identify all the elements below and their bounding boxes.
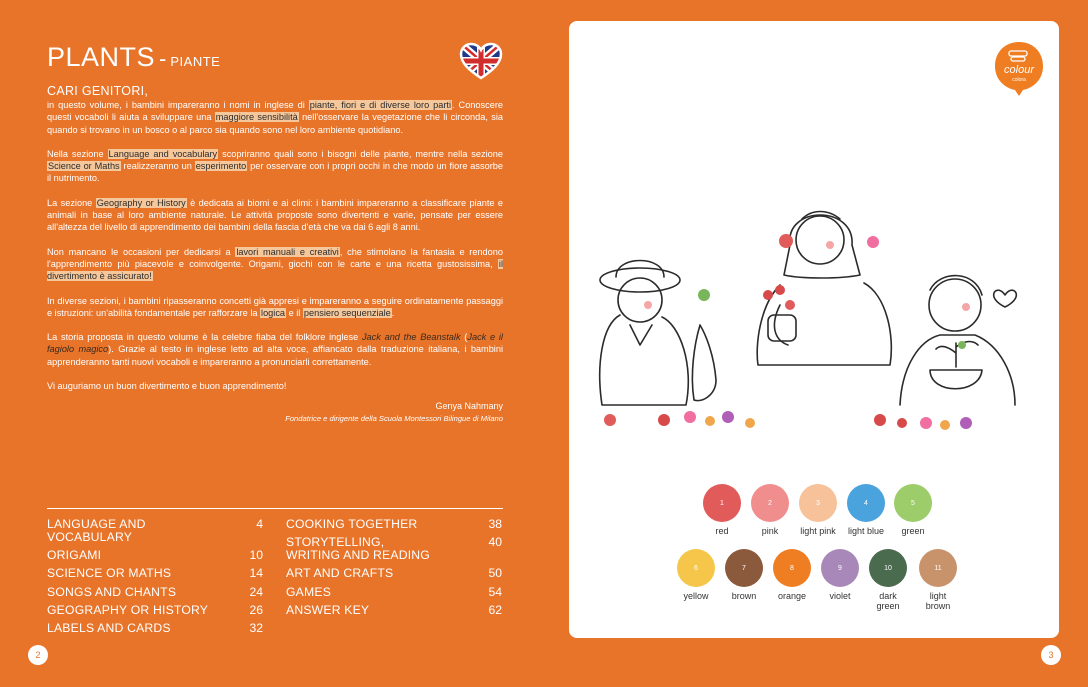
text: . — [391, 307, 395, 318]
swatch-dot: 3 — [799, 484, 837, 522]
toc-label: ORIGAMI — [47, 548, 102, 563]
text: ( — [460, 332, 468, 343]
paragraph-7: Vi auguriamo un buon divertimento e buon apprendimento! — [47, 381, 287, 392]
swatch-label: violet — [829, 591, 851, 601]
toc-page: 62 — [488, 602, 502, 617]
toc-label: SCIENCE OR MATHS — [47, 566, 172, 581]
swatch-dot: 5 — [894, 484, 932, 522]
italic-title: Jack and the Beanstalk — [361, 332, 461, 343]
toc-row[interactable] — [47, 586, 263, 599]
highlight: pensiero sequenziale — [303, 307, 391, 318]
swatch-label: dark green — [876, 591, 900, 611]
signature — [47, 400, 503, 425]
toc-row[interactable] — [47, 549, 263, 562]
text: ). Grazie al testo in inglese letto ad alta voce, affiancato dalla traduzione italiana, i bambini apprenderanno tanti nuovi vocaboli e impareranno a pronunciarli correttamente. — [47, 344, 503, 367]
paragraph-3 — [47, 197, 503, 234]
swatch-label: light pink — [800, 526, 836, 536]
toc-page: 32 — [249, 620, 263, 635]
toc-column-1 — [47, 518, 263, 640]
toc-label: LANGUAGE AND VOCABULARY — [47, 517, 146, 544]
text: . Conoscere questi vocaboli li aiuta a sviluppare una — [47, 100, 503, 123]
text: La storia proposta in questo volume è la celebre fiaba del folklore inglese — [47, 332, 362, 343]
swatch-dot: 6 — [677, 549, 715, 587]
intro-text — [47, 84, 503, 425]
text: è dedicata ai biomi e ai climi: i bambini impareranno a classificare piante e animali in base al loro ambiente naturale. Le attività proposte sono divertenti e varie, pensate per essere all'altezza del livello di apprendimento dei bambini della fascia d'età che va dai 6 agli 8 anni. — [47, 197, 504, 233]
toc-label: ANSWER KEY — [286, 602, 370, 617]
toc-column-2 — [286, 518, 502, 622]
toc-page: 10 — [249, 548, 263, 563]
highlight: Language and vocabulary — [108, 148, 218, 159]
swatch-label: light brown — [925, 591, 951, 611]
swatch-dot: 4 — [847, 484, 885, 522]
swatch-label: red — [715, 526, 729, 536]
paragraph-1 — [47, 99, 503, 136]
toc-row[interactable] — [286, 567, 502, 580]
text: in questo volume, i bambini impareranno i nomi in inglese di — [47, 100, 309, 110]
toc-label: SONGS AND CHANTS — [47, 584, 177, 599]
uk-flag-heart-icon — [459, 42, 503, 80]
highlight: Geography or History — [96, 197, 186, 208]
swatch-label: pink — [761, 526, 779, 536]
swatch-label: light blue — [847, 526, 885, 536]
swatch-dot: 2 — [751, 484, 789, 522]
page-number-left: 2 — [28, 645, 48, 665]
highlight: il divertimento è assicurato! — [47, 258, 503, 282]
boy-with-hat-drawing — [600, 261, 716, 406]
toc-divider — [47, 508, 503, 509]
swatch-label: yellow — [683, 591, 709, 601]
title-dash: - — [159, 46, 167, 71]
toc-page: 26 — [249, 602, 263, 617]
toc-page: 40 — [488, 535, 502, 550]
highlight: Science or Maths — [48, 161, 120, 172]
toc-label: GAMES — [286, 584, 332, 599]
toc-page: 50 — [488, 566, 502, 581]
italic-title: Jack e il fagiolo magico — [47, 332, 503, 355]
colour-badge-icon — [993, 40, 1045, 98]
toc-row[interactable] — [286, 518, 502, 531]
toc-label: GEOGRAPHY OR HISTORY — [47, 602, 209, 617]
swatch-label: brown — [731, 591, 757, 601]
swatch-green[interactable] — [883, 484, 943, 536]
swatch-dot: 11 — [919, 549, 957, 587]
signature-name: Genya Nahmany — [435, 401, 503, 412]
text: Non mancano le occasioni per dedicarsi a — [47, 246, 236, 257]
toc-row[interactable] — [286, 604, 502, 617]
toc-label: ART AND CRAFTS — [286, 566, 394, 581]
text: Nella sezione — [47, 148, 108, 159]
page-number-right: 3 — [1041, 645, 1061, 665]
toc-label: STORYTELLING, WRITING AND READING — [286, 535, 430, 563]
title-sub: PIANTE — [170, 54, 221, 69]
toc-page: 38 — [488, 517, 502, 531]
greeting: CARI GENITORI, — [47, 84, 149, 98]
highlight: maggiore sensibilità — [215, 112, 298, 123]
toc-row[interactable] — [47, 622, 263, 635]
text: nell'osservare la vegetazione che li circonda, sia quando si trovano in un bosco o al parco sia quando sono nel loro ambiente quotidiano. — [47, 112, 503, 135]
swatch-dot: 7 — [725, 549, 763, 587]
children-with-plants-illustration — [590, 195, 1030, 445]
swatch-label: green — [901, 526, 925, 536]
swatch-dot: 1 — [703, 484, 741, 522]
toc-page: 54 — [488, 584, 502, 599]
paragraph-5 — [47, 295, 503, 320]
paragraph-4 — [47, 246, 503, 283]
toc-row[interactable] — [47, 604, 263, 617]
text: , che stimolano la fantasia e rendono l'apprendimento più piacevole e coinvolgente. Origami, giochi con le carte e una ricetta gustosissima, — [47, 246, 503, 269]
highlight: esperimento — [195, 161, 247, 172]
toc-row[interactable] — [286, 536, 502, 562]
highlight: lavori manuali e creativi — [236, 246, 339, 257]
toc-row[interactable] — [47, 518, 263, 544]
title-main: PLANTS — [47, 42, 156, 72]
swatch-dot: 8 — [773, 549, 811, 587]
paragraph-2 — [47, 148, 503, 185]
toc-page: 4 — [256, 517, 263, 531]
boy-with-plant-pot-drawing — [900, 276, 1016, 405]
swatch-dot: 9 — [821, 549, 859, 587]
toc-page: 24 — [249, 584, 263, 599]
text: per osservare con i propri occhi in che modo un fiore assorbe il nutrimento. — [47, 161, 503, 184]
swatch-label: orange — [777, 591, 807, 601]
text: La sezione — [47, 197, 96, 208]
toc-label: COOKING TOGETHER — [286, 517, 418, 531]
text: In diverse sezioni, i bambini ripasseranno concetti già appresi e impareranno a seguire ordinatamente passaggi e istruzioni: un'abilità fondamentale per rafforzare la — [47, 295, 503, 318]
toc-page: 14 — [249, 566, 263, 581]
page-title — [47, 42, 220, 73]
text: realizzeranno un — [120, 161, 195, 172]
paragraph-6 — [47, 331, 503, 368]
highlight: piante, fiori e di diverse loro parti — [309, 100, 452, 110]
swatch-dot: 10 — [869, 549, 907, 587]
badge-label: colour — [1004, 64, 1034, 76]
signature-role: Fondatrice e dirigente della Scuola Montessori Bilingue di Milano — [285, 413, 503, 423]
toc-row[interactable] — [286, 586, 502, 599]
toc-label: LABELS AND CARDS — [47, 620, 171, 635]
toc-row[interactable] — [47, 567, 263, 580]
flowers-decoration — [604, 234, 972, 430]
swatch-light-brown[interactable] — [908, 549, 968, 611]
text: e il — [286, 307, 303, 318]
text: scopriranno quali sono i bisogni delle piante, mentre nella sezione — [218, 148, 503, 159]
badge-sublabel: colora — [1012, 77, 1026, 83]
highlight: logica — [261, 307, 286, 318]
